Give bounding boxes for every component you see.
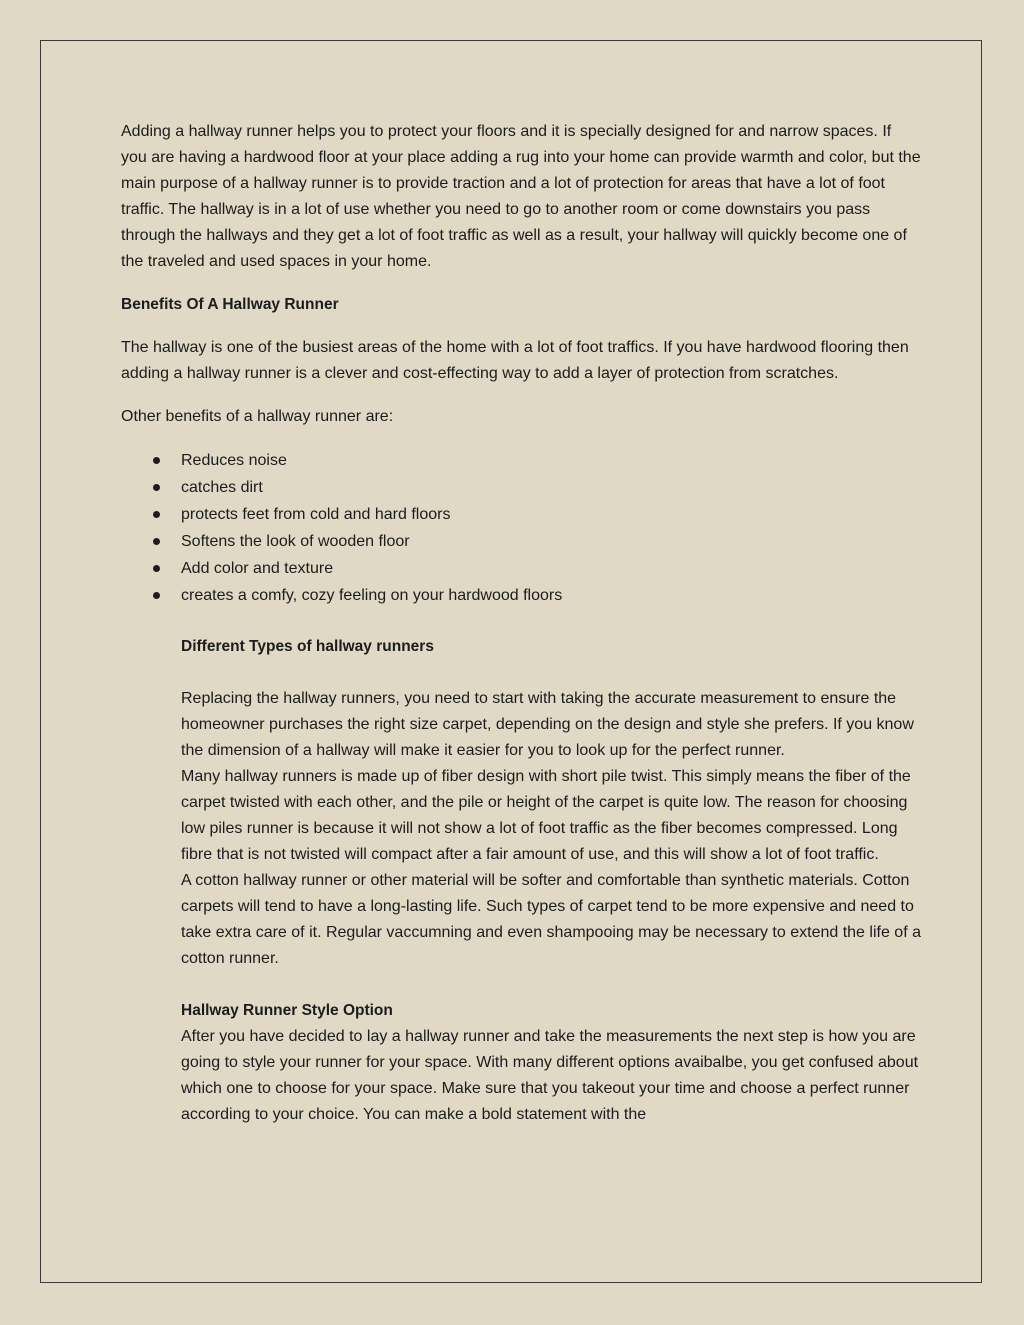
- style-paragraph: After you have decided to lay a hallway runner and take the measurements the next step is how you are going to style your runner for your space. With many different options avaibalbe, you get confused about which one to choose for your space. Make sure that you takeout your time and choose a perfect runner according to your choice. You can make a bold statement with the: [181, 1028, 919, 1123]
- list-item: Reduces noise: [121, 447, 921, 474]
- document-body: [121, 119, 921, 1128]
- benefits-list-intro: Other benefits of a hallway runner are:: [121, 408, 394, 425]
- benefits-list: [121, 447, 921, 609]
- types-heading: Different Types of hallway runners: [181, 638, 434, 655]
- spacer: [181, 660, 921, 686]
- list-item: Add color and texture: [121, 555, 921, 582]
- types-paragraph-2: Many hallway runners is made up of fiber design with short pile twist. This simply means the fiber of the carpet twisted with each other, and the pile or height of the carpet is quite low. The reason for choosing low piles runner is because it will not show a lot of foot traffic as the fiber becomes compressed. Long fibre that is not twisted will compact after a fair amount of use, and this will show a lot of foot traffic.: [181, 768, 911, 863]
- indented-section: [181, 626, 921, 1128]
- types-paragraph-3: A cotton hallway runner or other material will be softer and comfortable than synthetic materials. Cotton carpets will tend to have a long-lasting life. Such types of carpet tend to be more expensive and need to take extra care of it. Regular vaccumning and even shampooing may be necessary to extend the life of a cotton runner.: [181, 872, 921, 967]
- style-heading: Hallway Runner Style Option: [181, 1002, 393, 1019]
- list-item: catches dirt: [121, 474, 921, 501]
- intro-paragraph: Adding a hallway runner helps you to protect your floors and it is specially designed for and narrow spaces. If you are having a hardwood floor at your place adding a rug into your home can provide warmth and color, but the main purpose of a hallway runner is to provide traction and a lot of protection for areas that have a lot of foot traffic. The hallway is in a lot of use whether you need to go to another room or come downstairs you pass through the hallways and they get a lot of foot traffic as well as a result, your hallway will quickly become one of the traveled and used spaces in your home.: [121, 123, 921, 270]
- benefits-paragraph: The hallway is one of the busiest areas of the home with a lot of foot traffics. If you have hardwood flooring then adding a hallway runner is a clever and cost-effecting way to add a layer of protection from scratches.: [121, 339, 909, 382]
- spacer: [181, 626, 921, 634]
- document-page: [40, 40, 982, 1283]
- benefits-heading: Benefits Of A Hallway Runner: [121, 296, 339, 313]
- list-item: protects feet from cold and hard floors: [121, 501, 921, 528]
- list-item: creates a comfy, cozy feeling on your hardwood floors: [121, 582, 921, 609]
- spacer: [181, 972, 921, 998]
- list-item: Softens the look of wooden floor: [121, 528, 921, 555]
- types-paragraph-1: Replacing the hallway runners, you need to start with taking the accurate measurement to ensure the homeowner purchases the right size carpet, depending on the design and style she prefers. If you know the dimension of a hallway will make it easier for you to look up for the perfect runner.: [181, 690, 914, 759]
